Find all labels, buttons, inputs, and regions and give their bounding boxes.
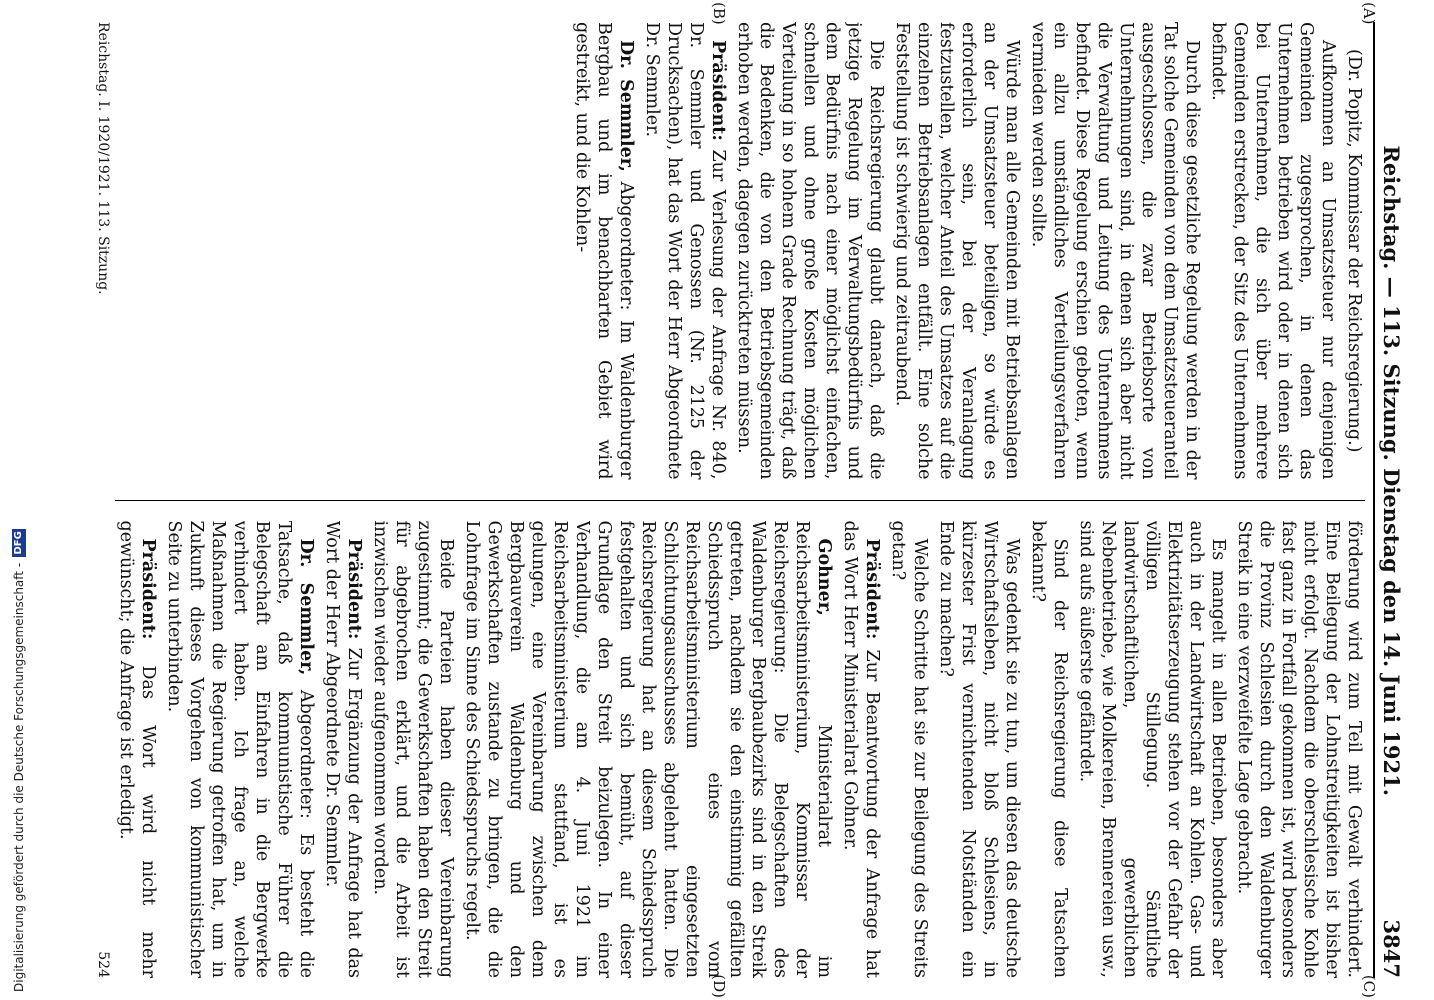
remark-text: Zur Verlesung der Anfrage Nr. 840, Dr. Semmler und Genossen (Nr. 2125 der Drucksachen), hat das Wort der Herr Abgeordnete Dr. Semmler.	[642, 22, 728, 480]
text-columns	[115, 22, 1365, 978]
paragraph: förderung wird zum Teil mit Gewalt verhindert. Eine Beilegung der Lohnstreitigkeiten ist bisher nicht erfolgt. Nachdem die oberschlesische Kohle fast ganz in Fortfall gekommen ist, wird besonders die Provinz Schlesien durch den Waldenburger Streik in eine verzweifelte Lage gebracht.	[1234, 520, 1364, 978]
speech	[571, 22, 637, 480]
paragraph: Beide Parteien haben dieser Vereinbarung zugestimmt; die Gewerkschaften haben den Streit für abgebrochen erklärt, und die Arbeit ist inzwischen wieder aufgenommen worden.	[370, 520, 456, 978]
page-number: 3847	[1379, 919, 1404, 978]
speaker-label: Präsident:	[862, 538, 882, 640]
speech	[461, 521, 835, 979]
president-remark	[839, 521, 883, 979]
margin-letter-b: (B)	[710, 2, 728, 25]
credit-label: Digitalisierung gefördert durch die Deutsche Forschungsgemeinschaft -	[12, 562, 26, 992]
speaker-label: Präsident:	[138, 538, 158, 640]
footer-left: Reichstag. I. 1920/1921. 113. Sitzung.	[95, 22, 111, 295]
footer-right: 524	[95, 951, 111, 978]
speech	[163, 521, 317, 979]
president-remark	[321, 521, 365, 979]
remark-text: Zur Ergänzung der Anfrage hat das Wort der Herr Abgeordnete Dr. Semmler.	[322, 520, 364, 978]
margin-letter-d: (D)	[710, 974, 728, 998]
speaker-label: Gohner,	[814, 538, 834, 616]
page-footer	[95, 22, 111, 978]
speech-text: Abgeordneter: Im Waldenburger Bergbau und im benachbarten Gebiet wird gestreikt, und die Kohlen-	[572, 22, 636, 480]
question: Sind der Reichsregierung diese Tatsachen bekannt?	[1028, 520, 1070, 978]
remark-text: Das Wort wird nicht mehr gewünscht; die Anfrage ist erledigt.	[116, 520, 158, 978]
margin-letter-c: (C)	[1360, 974, 1378, 998]
column-divider	[115, 500, 1365, 501]
right-column	[115, 521, 1365, 979]
question: Welche Schritte hat sie zur Beilegung des Streits getan?	[888, 520, 930, 978]
speaker-label: Dr. Semmler,	[296, 538, 316, 676]
president-remark	[115, 521, 159, 979]
scanned-page	[66, 0, 1418, 1000]
speech-text: Abgeordneter: Es besteht die Tatsache, daß kommunistische Führer die Belegschaft am Einfahren in die Bergwerke verhindert haben. Ich frage an, welche Maßnahmen die Regierung getroffen hat, um in Zukunft dieses Vorgehen von kommunistischer Seite zu unterbinden.	[164, 520, 316, 978]
page-header	[1373, 22, 1404, 978]
credit-text-row	[8, 529, 30, 992]
left-column	[115, 22, 1365, 480]
digitization-credit	[8, 12, 30, 992]
margin-letter-a: (A)	[1360, 2, 1378, 25]
paragraph: Durch diese gesetzliche Regelung werden in der Tat solche Gemeinden von dem Umsatzsteueranteil ausgeschlossen, die zwar Betriebsorte von Unternehmungen sind, in denen sich aber nicht die Verwaltung und Leitung des Unternehmens befindet. Diese Regelung erschien geboten, wenn ein allzu umständliches Verteilungsverfahren vermieden werden sollte.	[1028, 22, 1202, 480]
question: Was gedenkt sie zu tun, um diesen das deutsche Wirtschaftsleben, nicht bloß Schlesiens, in kürzester Frist vernichtenden Notständen ein Ende zu machen?	[936, 520, 1022, 978]
scanned-page-frame	[66, 0, 1418, 1000]
paragraph: Es mangelt in allen Betrieben, besonders aber auch in der Landwirtschaft an Kohlen. Gas- und Elektrizitätserzeugung stehen vor der Gefahr der völligen Stillegung. Sämtliche landwirtschaftlichen, gewerblichen Nebenbetriebe, wie Molkereien, Brennereien usw., sind aufs äußerste gefährdet.	[1076, 520, 1228, 978]
speaker-intro: (Dr. Popitz, Kommissar der Reichsregierung.)	[1344, 49, 1364, 453]
speaker-label: Präsident:	[708, 40, 728, 141]
dfg-logo: DFG	[12, 529, 26, 557]
president-remark	[641, 22, 729, 480]
running-title: Reichstag. — 113. Sitzung. Dienstag den 14. Juni 1921.	[1379, 145, 1404, 797]
paragraph: Die Reichsregierung glaubt danach, daß die jetzige Regelung im Verwaltungsbedürfnis und dem Bedürfnis nach einer möglichst einfachen, schnellen und ohne große Kosten möglichen Verteilung in so hohem Grade Rechnung trägt, daß die Bedenken, die von den Betriebsgemeinden erhoben werden, dagegen zurücktreten müssen.	[734, 22, 886, 480]
speaker-label: Dr. Semmler,	[616, 40, 636, 172]
speaker-label: Präsident:	[344, 538, 364, 640]
speech-text: Ministerialrat im Reichsarbeitsministerium, Kommissar der Reichsregierung: Die Belegschaften des Waldenburger Bergbaubezirks sind in den Streik getreten, nachdem sie den einstimmig gefällten Schiedsspruch eines vom Reichsarbeitsministerium eingesetzten Schlichtungsausschusses abgelehnt hatten. Die Reichsregierung hat an diesem Schiedsspruch festgehalten und sich bemüht, auf dieser Grundlage den Streit beizulegen. In einer Verhandlung, die am 4. Juni 1921 im Reichsarbeitsministerium stattfand, ist es gelungen, eine Vereinbarung zwischen dem Bergbauverein Waldenburg und den Gewerkschaften zustande zu bringen, die die Lohnfrage im Sinne des Schiedsspruchs regelt.	[462, 520, 834, 978]
remark-text: Zur Beantwortung der Anfrage hat das Wort Herr Ministerialrat Gohner.	[840, 520, 882, 978]
paragraph: Würde man alle Gemeinden mit Betriebsanlagen an der Umsatzsteuer beteiligen, so würde es erforderlich sein, bei der Veranlagung festzustellen, welcher Anteil des Umsatzes auf die einzelnen Betriebsanlagen entfällt. Eine solche Feststellung ist schwierig und zeitraubend.	[892, 22, 1022, 480]
paragraph: Aufkommen an Umsatzsteuer nur denjenigen Gemeinden zugesprochen, in denen das Unternehmen betrieben wird oder in denen sich bei Unternehmen, die sich über mehrere Gemeinden erstrecken, der Sitz des Unternehmens befindet.	[1208, 22, 1338, 480]
